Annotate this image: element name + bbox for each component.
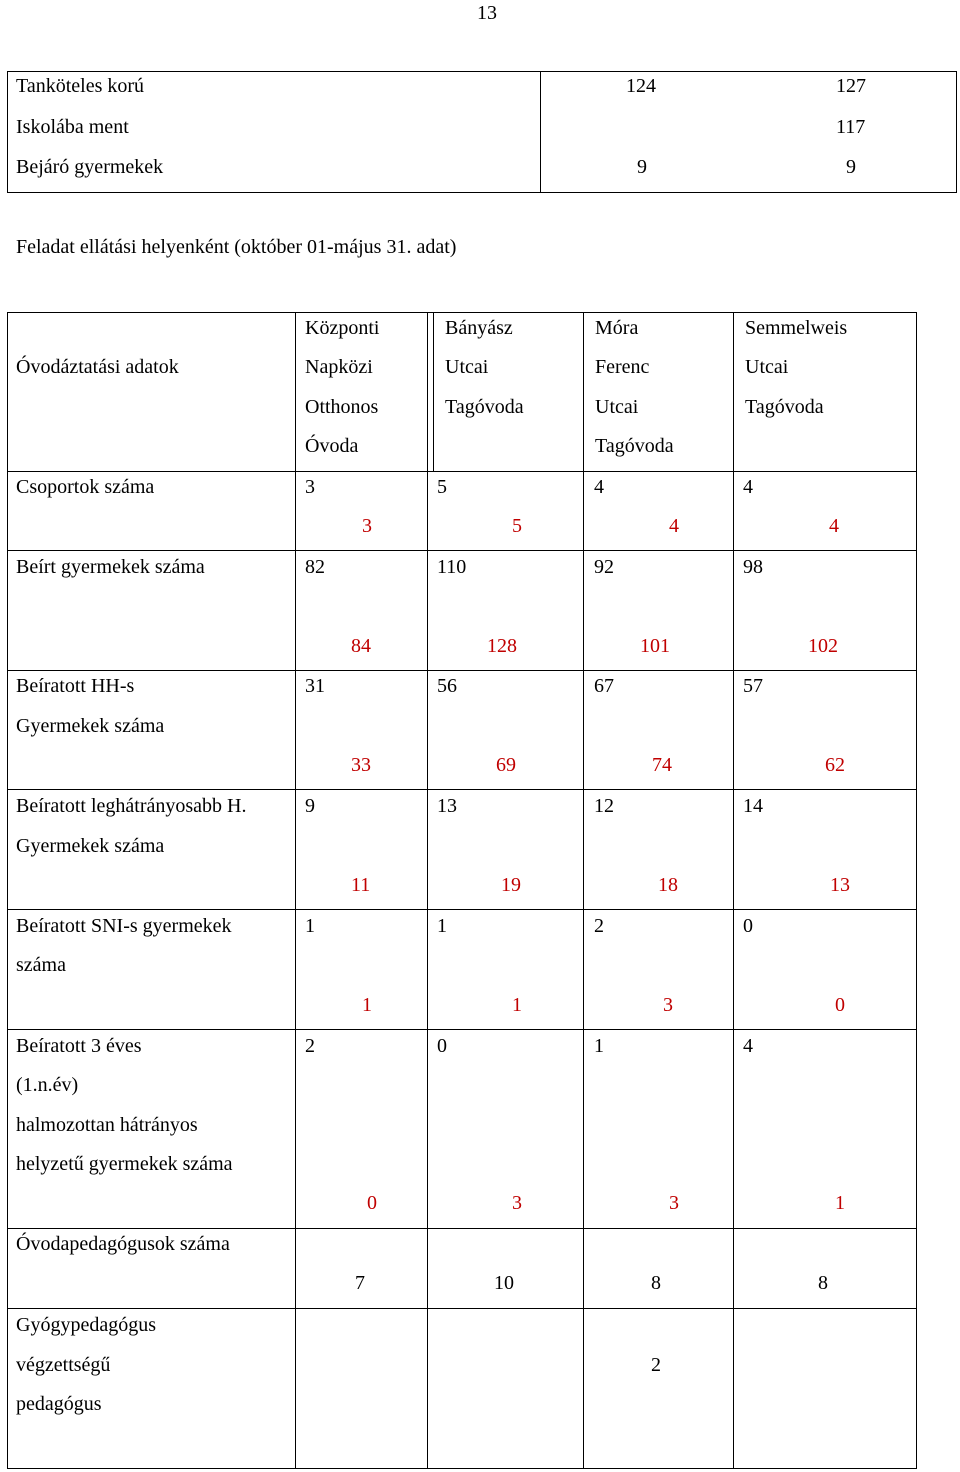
cell-value: 10 [494, 1272, 514, 1294]
cell-value: 56 [437, 675, 457, 697]
row-label: Óvodapedagógusok száma [16, 1233, 230, 1255]
top-row-value: 9 [637, 156, 647, 178]
cell-value-updated: 3 [663, 994, 673, 1016]
top-row-value: 127 [836, 75, 866, 97]
cell-value: 5 [437, 476, 447, 498]
column-header-line: Utcai [595, 396, 639, 418]
cell-value-updated: 69 [496, 754, 516, 776]
section-caption: Feladat ellátási helyenként (október 01-május 31. adat) [16, 236, 457, 258]
row-label: végzettségű [16, 1354, 111, 1376]
cell-value: 92 [594, 556, 614, 578]
cell-value: 0 [437, 1035, 447, 1057]
row-label: Beíratott 3 éves [16, 1035, 142, 1057]
column-header-line: Móra [595, 317, 639, 339]
cell-value: 110 [437, 556, 467, 578]
cell-value: 8 [651, 1272, 661, 1294]
cell-value-updated: 4 [829, 515, 839, 537]
cell-value: 2 [305, 1035, 315, 1057]
cell-value-updated: 33 [351, 754, 371, 776]
top-row-label: Tanköteles korú [16, 75, 145, 97]
cell-value-updated: 3 [362, 515, 372, 537]
row-label: (1.n.év) [16, 1074, 79, 1096]
cell-value-updated: 62 [825, 754, 845, 776]
row-label: száma [16, 954, 66, 976]
column-header-line: Utcai [745, 356, 789, 378]
cell-value-updated: 101 [640, 635, 670, 657]
page-number: 13 [477, 2, 497, 24]
cell-value-updated: 5 [512, 515, 522, 537]
column-header-line: Semmelweis [745, 317, 848, 339]
cell-value: 1 [594, 1035, 604, 1057]
row-label: halmozottan hátrányos [16, 1114, 198, 1136]
cell-value: 1 [305, 915, 315, 937]
cell-value-updated: 0 [835, 994, 845, 1016]
cell-value-updated: 18 [658, 874, 678, 896]
cell-value-updated: 19 [501, 874, 521, 896]
cell-value: 4 [594, 476, 604, 498]
column-header-line: Tagóvoda [445, 396, 524, 418]
cell-value-updated: 74 [652, 754, 672, 776]
cell-value-updated: 1 [362, 994, 372, 1016]
column-header-line: Tagóvoda [595, 435, 674, 457]
top-row-value: 117 [836, 116, 866, 138]
cell-value-updated: 128 [487, 635, 517, 657]
column-header-line: Tagóvoda [745, 396, 824, 418]
cell-value: 1 [437, 915, 447, 937]
row-label: Beíratott HH-s [16, 675, 135, 697]
cell-value-updated: 84 [351, 635, 371, 657]
cell-value-updated: 11 [351, 874, 371, 896]
cell-value: 4 [743, 476, 753, 498]
cell-value: 3 [305, 476, 315, 498]
row-label: Gyermekek száma [16, 835, 165, 857]
top-row-value: 124 [626, 75, 656, 97]
top-row-label: Iskolába ment [16, 116, 129, 138]
corner-label: Óvodáztatási adatok [16, 356, 179, 378]
cell-value: 67 [594, 675, 614, 697]
cell-value: 7 [355, 1272, 365, 1294]
row-label: Csoportok száma [16, 476, 155, 498]
row-label: Beírt gyermekek száma [16, 556, 205, 578]
cell-value: 2 [651, 1354, 661, 1376]
row-label: Beíratott SNI-s gyermekek [16, 915, 232, 937]
cell-value: 4 [743, 1035, 753, 1057]
row-label: helyzetű gyermekek száma [16, 1153, 233, 1175]
cell-value: 82 [305, 556, 325, 578]
cell-value: 31 [305, 675, 325, 697]
column-header-line: Ferenc [595, 356, 650, 378]
cell-value-updated: 3 [512, 1192, 522, 1214]
column-header-line: Központi [305, 317, 380, 339]
cell-value-updated: 1 [512, 994, 522, 1016]
row-label: Gyermekek száma [16, 715, 165, 737]
cell-value-updated: 1 [835, 1192, 845, 1214]
cell-value: 13 [437, 795, 457, 817]
row-label: pedagógus [16, 1393, 102, 1415]
cell-value: 2 [594, 915, 604, 937]
cell-value-updated: 4 [669, 515, 679, 537]
row-label: Beíratott leghátrányosabb H. [16, 795, 247, 817]
cell-value: 12 [594, 795, 614, 817]
cell-value: 9 [305, 795, 315, 817]
column-header-line: Otthonos [305, 396, 379, 418]
column-header-line: Napközi [305, 356, 373, 378]
column-header-line: Utcai [445, 356, 489, 378]
column-header-line: Bányász [445, 317, 513, 339]
top-row-label: Bejáró gyermekek [16, 156, 164, 178]
cell-value-updated: 13 [830, 874, 850, 896]
column-header-line: Óvoda [305, 435, 359, 457]
row-label: Gyógypedagógus [16, 1314, 156, 1336]
cell-value: 14 [743, 795, 763, 817]
cell-value: 57 [743, 675, 763, 697]
cell-value-updated: 3 [669, 1192, 679, 1214]
cell-value-updated: 102 [808, 635, 838, 657]
cell-value: 98 [743, 556, 763, 578]
cell-value: 8 [818, 1272, 828, 1294]
top-row-value: 9 [846, 156, 856, 178]
cell-value: 0 [743, 915, 753, 937]
cell-value-updated: 0 [367, 1192, 377, 1214]
